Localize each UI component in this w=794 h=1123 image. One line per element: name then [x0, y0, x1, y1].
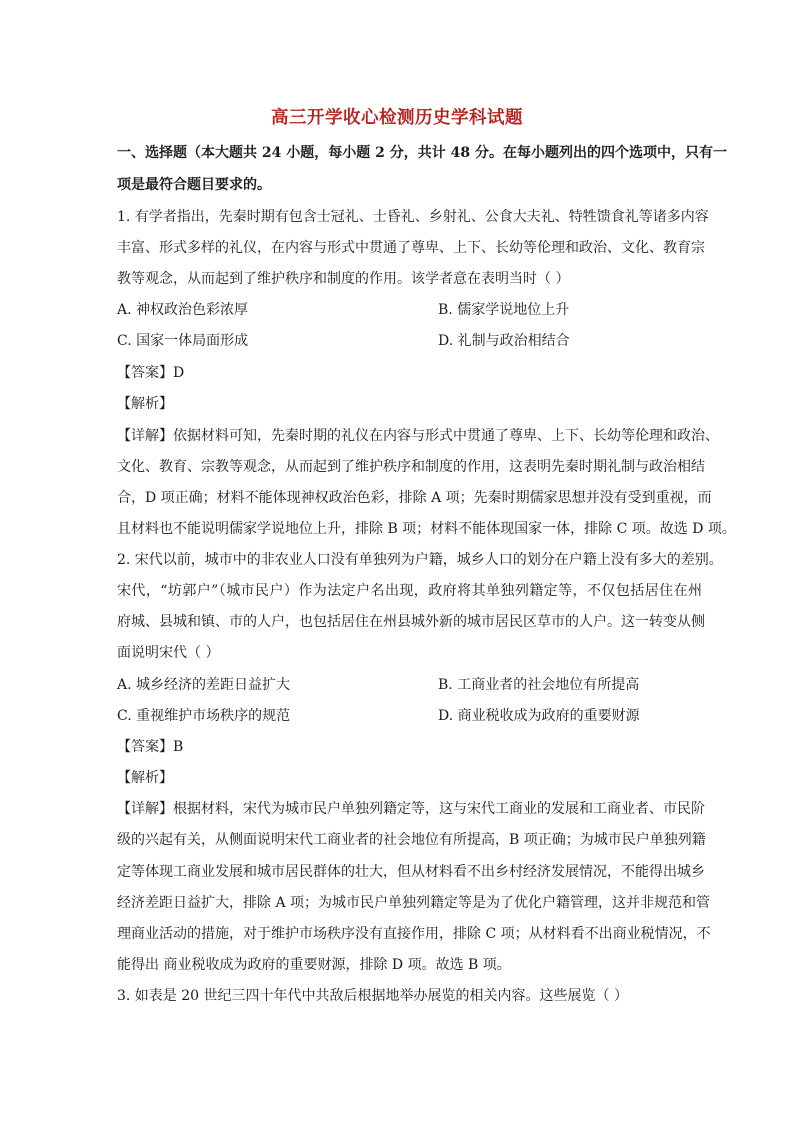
q1-option-a: A. 神权政治色彩浓厚 [117, 302, 249, 318]
q1-detail-line-3: 合，D 项正确；材料不能体现神权政治色彩，排除 A 项；先秦时期儒家思想并没有受到重视，而 [117, 490, 712, 506]
q1-stem-line-1: 1. 有学者指出，先秦时期有包含士冠礼、士昏礼、乡射礼、公食大夫礼、特牲馈食礼等诸多内容 [117, 209, 709, 225]
q2-stem-line-4: 面说明宋代（ ） [117, 645, 220, 661]
q1-option-b: B. 儒家学说地位上升 [438, 302, 570, 318]
q3-stem-line-1: 3. 如表是 20 世纪三四十年代中共敌后根据地举办展览的相关内容。这些展览（ ） [117, 988, 628, 1004]
q2-option-b: B. 工商业者的社会地位有所提高 [438, 677, 640, 693]
q1-analysis-label: 【解析】 [117, 396, 173, 412]
section-heading-line-1: 一、选择题（本大题共 24 小题，每小题 2 分，共计 48 分。在每小题列出的四个选项中，只有一 [117, 145, 727, 161]
q2-stem-line-2: 宋代，“坊郭户”（城市民户）作为法定户名出现，政府将其单独列籍定等，不仅包括居住在州 [117, 583, 702, 599]
q2-analysis-label: 【解析】 [117, 770, 173, 786]
q1-option-c: C. 国家一体局面形成 [117, 333, 249, 349]
q1-detail-line-1: 【详解】依据材料可知，先秦时期的礼仪在内容与形式中贯通了尊卑、上下、长幼等伦理和政治、 [117, 428, 719, 444]
q2-detail-line-3: 定等体现工商业发展和城市居民群体的壮大，但从材料看不出乡村经济发展情况，不能得出城乡 [117, 864, 705, 880]
q2-stem-line-3: 府城、县城和镇、市的人户，也包括居住在州县城外新的城市居民区草市的人户。这一转变从侧 [117, 614, 705, 630]
q2-detail-line-2: 级的兴起有关，从侧面说明宋代工商业者的社会地位有所提高，B 项正确；为城市民户单独列籍 [117, 832, 706, 848]
q1-detail-line-2: 文化、教育、宗教等观念，从而起到了维护秩序和制度的作用，这表明先秦时期礼制与政治相结 [117, 459, 705, 475]
q2-detail-line-5: 理商业活动的措施，对于维护市场秩序没有直接作用，排除 C 项；从材料看不出商业税情况，不 [117, 926, 711, 942]
q1-answer: 【答案】D [117, 365, 185, 381]
q2-detail-line-1: 【详解】根据材料，宋代为城市民户单独列籍定等，这与宋代工商业的发展和工商业者、市民阶 [117, 801, 705, 817]
q2-detail-line-6: 能得出 商业税收成为政府的重要财源，排除 D 项。故选 B 项。 [117, 957, 511, 973]
section-heading-line-2: 项是最符合题目要求的。 [117, 177, 271, 193]
q1-stem-line-2: 丰富、形式多样的礼仪，在内容与形式中贯通了尊卑、上下、长幼等伦理和政治、文化、教育宗 [117, 240, 705, 256]
q2-option-a: A. 城乡经济的差距日益扩大 [117, 677, 291, 693]
q2-detail-line-4: 经济差距日益扩大，排除 A 项；为城市民户单独列籍定等是为了优化户籍管理，这并非规范和管 [117, 895, 711, 911]
q2-stem-line-1: 2. 宋代以前，城市中的非农业人口没有单独列为户籍，城乡人口的划分在户籍上没有多大的差别。 [117, 552, 723, 568]
q2-option-d: D. 商业税收成为政府的重要财源 [438, 708, 640, 724]
q2-option-c: C. 重视维护市场秩序的规范 [117, 708, 291, 724]
page-title: 高三开学收心检测历史学科试题 [271, 108, 523, 128]
q1-stem-line-3: 教等观念，从而起到了维护秩序和制度的作用。该学者意在表明当时（ ） [117, 271, 570, 287]
q1-detail-line-4: 且材料也不能说明儒家学说地位上升，排除 B 项；材料不能体现国家一体，排除 C 项。故选 D 项。 [117, 521, 736, 537]
q1-option-d: D. 礼制与政治相结合 [438, 333, 570, 349]
q2-answer: 【答案】B [117, 739, 184, 755]
